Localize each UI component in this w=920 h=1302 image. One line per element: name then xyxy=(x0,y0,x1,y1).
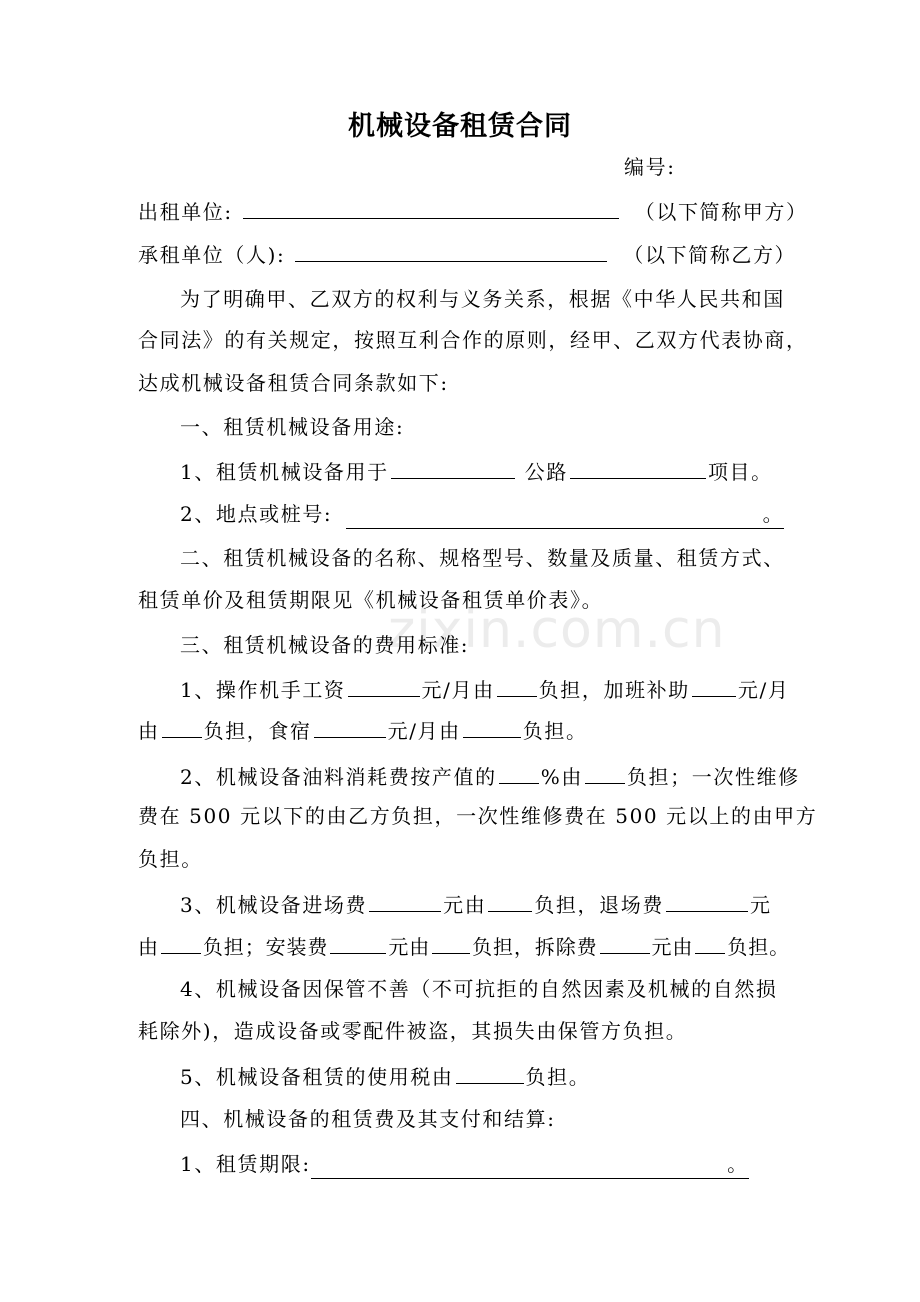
entry-fee-blank[interactable] xyxy=(369,889,441,912)
entry-payer-blank[interactable] xyxy=(488,889,532,912)
lessee-blank[interactable] xyxy=(295,239,607,262)
operator-wage-blank[interactable] xyxy=(348,674,420,697)
s3-item5 xyxy=(180,1061,590,1091)
install-payer-blank[interactable] xyxy=(432,931,470,954)
lessee-label: 承租单位（人): xyxy=(138,243,286,267)
removal-payer-blank[interactable] xyxy=(695,931,725,954)
fuel-payer-blank[interactable] xyxy=(585,761,625,784)
section-1-item-1 xyxy=(180,456,773,486)
section-1-item-2 xyxy=(180,500,784,529)
meals-blank[interactable] xyxy=(314,715,386,738)
s3-i3-g: 元由 xyxy=(388,935,431,959)
s4-item1-prefix: 1、租赁期限: xyxy=(180,1152,311,1176)
lessor-line xyxy=(138,196,808,226)
watermark: zixin.com.cn xyxy=(388,600,726,660)
overtime-payer-blank[interactable] xyxy=(162,715,202,738)
s3-i1-d: 元/月 xyxy=(737,678,790,702)
s3-i3-f: 负担；安装费 xyxy=(202,935,329,959)
s3-i3-h: 负担，拆除费 xyxy=(472,935,598,959)
s1-item1-suffix: 项目。 xyxy=(707,460,773,484)
s3-item1-line2 xyxy=(138,715,588,745)
section-4-item-1 xyxy=(180,1150,749,1179)
exit-payer-blank[interactable] xyxy=(161,931,201,954)
s1-item1-prefix: 1、租赁机械设备用于 xyxy=(180,460,389,484)
s3-item4-line1: 4、机械设备因保管不善（不可抗拒的自然因素及机械的自然损 xyxy=(180,977,778,1001)
fuel-percent-blank[interactable] xyxy=(499,761,539,784)
wage-payer-blank[interactable] xyxy=(497,674,537,697)
lessee-suffix: （以下简称乙方） xyxy=(623,243,797,267)
section-3-heading: 三、租赁机械设备的费用标准: xyxy=(180,633,470,657)
overtime-blank[interactable] xyxy=(692,674,736,697)
s3-item3-line1 xyxy=(180,889,772,919)
s3-i3-e: 由 xyxy=(138,935,159,959)
s3-i3-c: 负担，退场费 xyxy=(534,893,664,917)
s4-item1-end: 。 xyxy=(727,1152,749,1176)
s3-i1-e: 由 xyxy=(138,719,160,743)
s3-item2-line3: 负担。 xyxy=(138,847,203,871)
lessor-blank[interactable] xyxy=(243,196,619,219)
s3-i3-a: 3、机械设备进场费 xyxy=(180,893,368,917)
highway-blank[interactable] xyxy=(391,456,515,479)
tax-payer-blank[interactable] xyxy=(456,1061,524,1084)
s3-i2-a: 2、机械设备油料消耗费按产值的 xyxy=(180,765,497,789)
s3-i3-j: 负担。 xyxy=(727,935,791,959)
section-2-line-1: 二、租赁机械设备的名称、规格型号、数量及质量、租赁方式、 xyxy=(180,546,785,570)
s3-i1-a: 1、操作机手工资 xyxy=(180,678,346,702)
s3-i3-b: 元由 xyxy=(443,893,487,917)
s3-i3-d: 元 xyxy=(749,893,772,917)
lessee-line xyxy=(138,239,796,269)
s3-item3-line2 xyxy=(138,931,790,961)
location-blank[interactable] xyxy=(346,500,784,529)
s3-item1-line1 xyxy=(180,674,789,704)
s3-i3-i: 元由 xyxy=(651,935,694,959)
intro-line-2: 合同法》的有关规定，按照互利合作的原则，经甲、乙双方代表协商， xyxy=(138,328,808,352)
project-blank[interactable] xyxy=(570,456,706,479)
s3-i1-f: 负担，食宿 xyxy=(203,719,312,743)
s1-item1-mid: 公路 xyxy=(524,460,568,484)
s3-item2-line1 xyxy=(180,761,800,791)
s3-item4-line2: 耗除外)，造成设备或零配件被盗，其损失由保管方负担。 xyxy=(138,1019,688,1043)
s3-i1-b: 元/月由 xyxy=(421,678,495,702)
section-1-heading: 一、租赁机械设备用途: xyxy=(180,415,405,439)
s3-i2-b: %由 xyxy=(540,765,583,789)
section-2-line-2: 租赁单价及租赁期限见《机械设备租赁单价表》。 xyxy=(138,588,604,612)
section-4-heading: 四、机械设备的租赁费及其支付和结算: xyxy=(180,1107,556,1131)
removal-fee-blank[interactable] xyxy=(600,931,650,954)
intro-line-1: 为了明确甲、乙双方的权利与义务关系，根据《中华人民共和国 xyxy=(180,287,785,311)
meals-payer-blank[interactable] xyxy=(463,715,521,738)
lessor-label: 出租单位: xyxy=(138,200,233,224)
contract-number-label: 编号: xyxy=(624,155,676,179)
intro-line-3: 达成机械设备租赁合同条款如下: xyxy=(138,371,449,395)
s3-i1-h: 负担。 xyxy=(522,719,588,743)
s1-item2-end: 。 xyxy=(762,502,785,526)
exit-fee-blank[interactable] xyxy=(666,889,748,912)
lessor-suffix: （以下简称甲方） xyxy=(634,200,808,224)
s1-item2-prefix: 2、地点或桩号: xyxy=(180,502,333,526)
s3-i1-c: 负担，加班补助 xyxy=(538,678,690,702)
s3-i2-c: 负担；一次性维修 xyxy=(626,765,800,789)
document-title: 机械设备租赁合同 xyxy=(348,111,572,142)
install-fee-blank[interactable] xyxy=(330,931,386,954)
s3-item2-line2: 费在 500 元以下的由乙方负担，一次性维修费在 500 元以上的由甲方 xyxy=(138,804,818,828)
s3-i5-b: 负担。 xyxy=(525,1065,591,1089)
s3-i1-g: 元/月由 xyxy=(387,719,461,743)
s3-i5-a: 5、机械设备租赁的使用税由 xyxy=(180,1065,454,1089)
lease-term-blank[interactable] xyxy=(311,1150,749,1179)
